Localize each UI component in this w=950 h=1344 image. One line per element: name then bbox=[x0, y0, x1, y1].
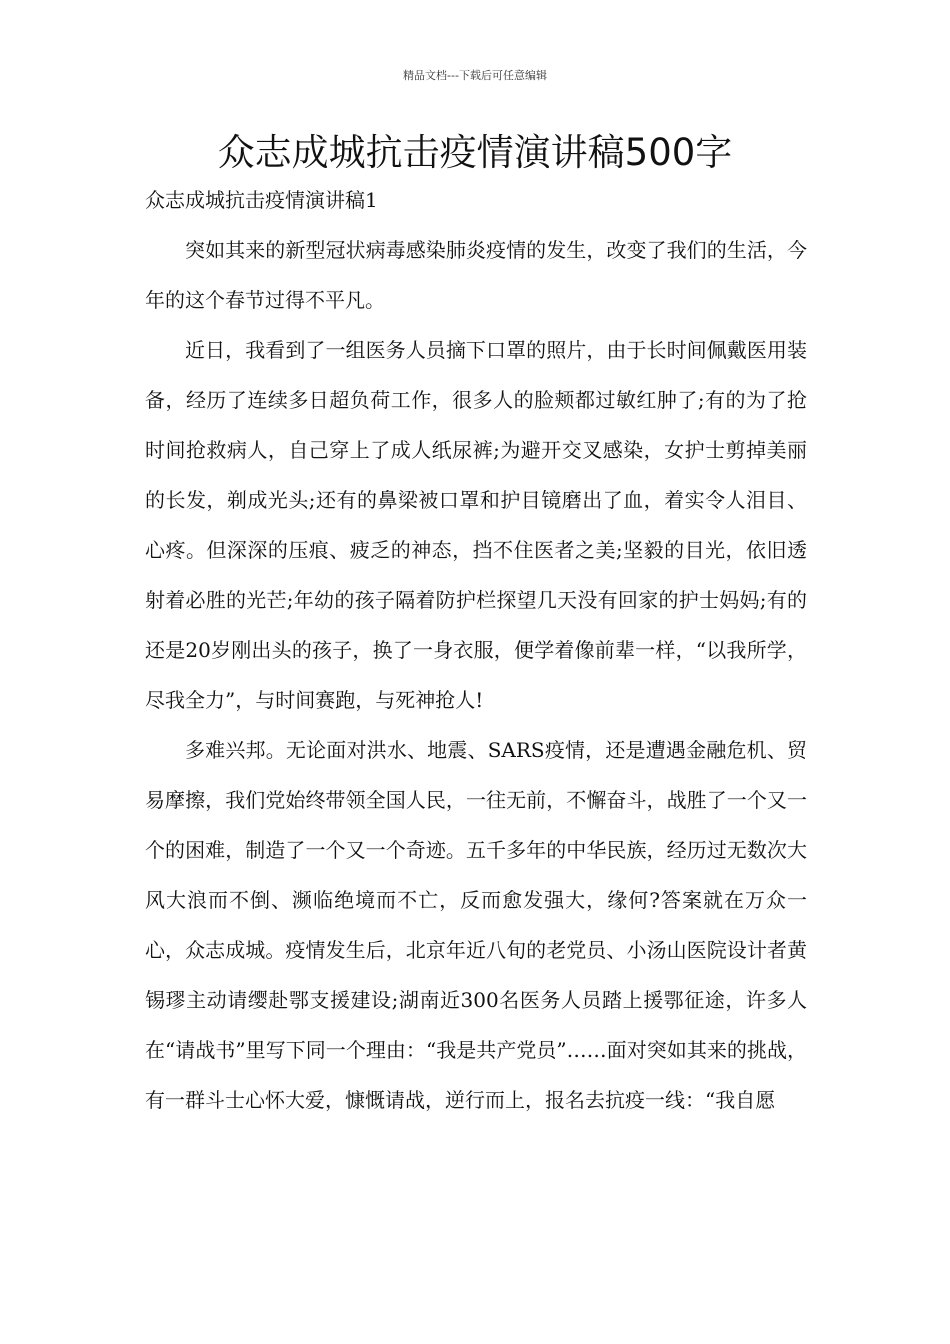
document-title: 众志成城抗击疫情演讲稿500字 bbox=[217, 131, 733, 174]
header-note: 精品文档---下载后可任意编辑 bbox=[403, 69, 547, 82]
document-body bbox=[145, 225, 807, 1125]
document-subtitle: 众志成城抗击疫情演讲稿1 bbox=[145, 188, 378, 212]
paragraph: 突如其来的新型冠状病毒感染肺炎疫情的发生，改变了我们的生活，今年的这个春节过得不平凡。 bbox=[145, 238, 807, 312]
paragraph: 近日，我看到了一组医务人员摘下口罩的照片，由于长时间佩戴医用装备，经历了连续多日超负荷工作，很多人的脸颊都过敏红肿了;有的为了抢时间抢救病人，自己穿上了成人纸尿裤;为避开交叉感染，女护士剪掉美丽的长发，剃成光头;还有的鼻梁被口罩和护目镜磨出了血，着实令人泪目、心疼。但深深的压痕、疲乏的神态，挡不住医者之美;坚毅的目光，依旧透射着必胜的光芒;年幼的孩子隔着防护栏探望几天没有回家的护士妈妈;有的还是20岁刚出头的孩子，换了一身衣服，便学着像前辈一样，“以我所学，尽我全力”，与时间赛跑，与死神抢人! bbox=[145, 338, 807, 712]
paragraph: 多难兴邦。无论面对洪水、地震、SARS疫情，还是遭遇金融危机、贸易摩擦，我们党始终带领全国人民，一往无前，不懈奋斗，战胜了一个又一个的困难，制造了一个又一个奇迹。五千多年的中华民族，经历过无数次大风大浪而不倒、濒临绝境而不亡，反而愈发强大，缘何?答案就在万众一心，众志成城。疫情发生后，北京年近八旬的老党员、小汤山医院设计者黄锡璆主动请缨赴鄂支援建设;湖南近300名医务人员踏上援鄂征途，许多人在“请战书”里写下同一个理由：“我是共产党员”……面对突如其来的挑战，有一群斗士心怀大爱，慷慨请战，逆行而上，报名去抗疫一线：“我自愿 bbox=[145, 738, 807, 1112]
